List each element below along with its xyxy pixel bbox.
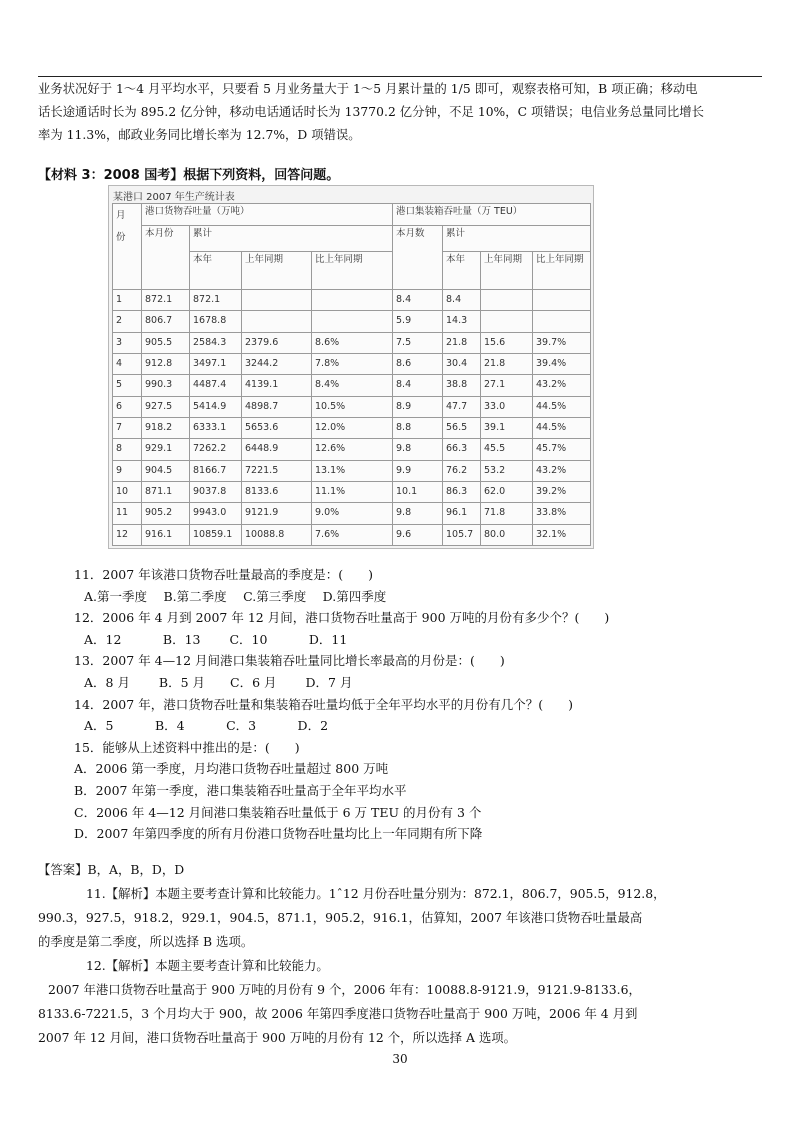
table-cell: 6448.9: [242, 439, 312, 460]
header-this-year-2: 本年: [443, 252, 481, 290]
table-cell: 9943.0: [190, 503, 242, 524]
intro-paragraph: [38, 78, 764, 147]
table-cell: 80.0: [481, 524, 533, 545]
table-cell: 8.4: [393, 375, 443, 396]
table-cell: 904.5: [142, 460, 190, 481]
table-cell: 32.1%: [533, 524, 591, 545]
table-cell: 918.2: [142, 417, 190, 438]
table-cell: [242, 290, 312, 311]
header-this-year: 本年: [190, 252, 242, 290]
table-cell: 3: [113, 332, 142, 353]
table-cell: 10859.1: [190, 524, 242, 545]
table-cell: 9: [113, 460, 142, 481]
table-caption: 某港口 2007 年生产统计表: [113, 192, 235, 203]
table-row: [113, 375, 591, 396]
table-cell: 905.2: [142, 503, 190, 524]
questions: [74, 564, 609, 845]
header-month: 月份: [113, 204, 142, 290]
table-cell: 6: [113, 396, 142, 417]
table-cell: [533, 290, 591, 311]
table-cell: 4: [113, 353, 142, 374]
header-cumulative-2: 累计: [443, 226, 591, 252]
analysis-line: 11.【解析】本题主要考查计算和比较能力。1ˆ12 月份吞吐量分别为：872.1，806.7，905.5，912.8，: [86, 886, 666, 901]
table-cell: 39.7%: [533, 332, 591, 353]
table-cell: 14.3: [443, 311, 481, 332]
table-row: [113, 439, 591, 460]
header-container: 港口集装箱吞吐量（万 TEU）: [393, 204, 591, 226]
table-cell: 9121.9: [242, 503, 312, 524]
intro-line: 业务状况好于 1～4 月平均水平，只要看 5 月业务量大于 1～5 月累计量的 1/5 即可，观察表格可知，B 项正确；移动电: [38, 82, 698, 96]
question-12: 12．2006 年 4 月到 2007 年 12 月间，港口货物吞吐量高于 900 万吨的月份有多少个？( ): [74, 610, 610, 626]
page-number: 30: [392, 1052, 408, 1066]
table-cell: 806.7: [142, 311, 190, 332]
table-cell: 7.8%: [312, 353, 393, 374]
table-cell: 45.5: [481, 439, 533, 460]
table-cell: 76.2: [443, 460, 481, 481]
table-cell: 11: [113, 503, 142, 524]
table-cell: 8.4: [443, 290, 481, 311]
table-cell: 8: [113, 439, 142, 460]
answer-header: 【答案】B，A，B，D，D: [38, 862, 185, 877]
table-cell: 927.5: [142, 396, 190, 417]
table-row: [113, 311, 591, 332]
table-cell: 4898.7: [242, 396, 312, 417]
question-11: 11．2007 年该港口货物吞吐量最高的季度是：( ): [74, 567, 373, 582]
table-cell: 71.8: [481, 503, 533, 524]
table-cell: 62.0: [481, 481, 533, 502]
table-cell: 4139.1: [242, 375, 312, 396]
table-cell: 21.8: [443, 332, 481, 353]
table-cell: 9.6: [393, 524, 443, 545]
question-13-options: A．8 月 B．5 月 C．6 月 D．7 月: [84, 674, 353, 690]
table-cell: 7262.2: [190, 439, 242, 460]
table-cell: 12.6%: [312, 439, 393, 460]
table-row: [113, 353, 591, 374]
table-cell: 3497.1: [190, 353, 242, 374]
analysis-line: 2007 年港口货物吞吐量高于 900 万吨的月份有 9 个，2006 年有：10088.8-9121.9，9121.9-8133.6，: [48, 982, 641, 997]
question-15-option-d: D．2007 年第四季度的所有月份港口货物吞吐量均比上一年同期有所下降: [74, 826, 483, 842]
table-cell: 2: [113, 311, 142, 332]
stats-table-figure: [108, 185, 594, 549]
table-cell: 7: [113, 417, 142, 438]
table-cell: 33.0: [481, 396, 533, 417]
table-cell: 8133.6: [242, 481, 312, 502]
table-cell: 912.8: [142, 353, 190, 374]
material-title: 【材料 3：2008 国考】根据下列资料，回答问题。: [38, 168, 340, 183]
table-cell: 9.0%: [312, 503, 393, 524]
table-cell: 1: [113, 290, 142, 311]
table-cell: 929.1: [142, 439, 190, 460]
table-cell: [481, 311, 533, 332]
question-15-option-b: B．2007 年第一季度，港口集装箱吞吐量高于全年平均水平: [74, 782, 407, 798]
table-cell: 9.8: [393, 503, 443, 524]
table-cell: 916.1: [142, 524, 190, 545]
table-cell: 8.8: [393, 417, 443, 438]
table-cell: 38.8: [443, 375, 481, 396]
header-cumulative: 累计: [190, 226, 393, 252]
header-cargo: 港口货物吞吐量（万吨）: [142, 204, 393, 226]
table-cell: 4487.4: [190, 375, 242, 396]
table-cell: 10.1: [393, 481, 443, 502]
table-cell: 5: [113, 375, 142, 396]
table-cell: 10: [113, 481, 142, 502]
table-cell: 12.0%: [312, 417, 393, 438]
table-cell: 8.4%: [312, 375, 393, 396]
analysis-line: 2007 年 12 月间，港口货物吞吐量高于 900 万吨的月份有 12 个，所以选择 A 选项。: [38, 1030, 517, 1045]
table-cell: 21.8: [481, 353, 533, 374]
analysis-line: 12.【解析】本题主要考查计算和比较能力。: [86, 958, 329, 973]
table-cell: 43.2%: [533, 460, 591, 481]
table-cell: 9.9: [393, 460, 443, 481]
table-cell: 7.6%: [312, 524, 393, 545]
table-cell: 8.9: [393, 396, 443, 417]
table-cell: 8.6: [393, 353, 443, 374]
table-cell: 5.9: [393, 311, 443, 332]
table-cell: 8166.7: [190, 460, 242, 481]
table-cell: 105.7: [443, 524, 481, 545]
question-13: 13．2007 年 4—12 月间港口集装箱吞吐量同比增长率最高的月份是：( ): [74, 653, 505, 669]
table-row: [113, 290, 591, 311]
table-cell: 8.4: [393, 290, 443, 311]
header-last-year-2: 上年同期: [481, 252, 533, 290]
table-cell: 5414.9: [190, 396, 242, 417]
analysis-line: 990.3，927.5，918.2，929.1，904.5，871.1，905.2，916.1，估算知，2007 年该港口货物吞吐量最高: [38, 910, 643, 925]
table-cell: 990.3: [142, 375, 190, 396]
table-row: [113, 332, 591, 353]
table-cell: 39.4%: [533, 353, 591, 374]
table-cell: 33.8%: [533, 503, 591, 524]
table-cell: 56.5: [443, 417, 481, 438]
table-cell: 13.1%: [312, 460, 393, 481]
header-vs-last-2: 比上年同期: [533, 252, 591, 290]
table-cell: [533, 311, 591, 332]
table-cell: 2584.3: [190, 332, 242, 353]
table-cell: 8.6%: [312, 332, 393, 353]
table-cell: 66.3: [443, 439, 481, 460]
table-cell: 872.1: [190, 290, 242, 311]
table-cell: 872.1: [142, 290, 190, 311]
table-cell: 9037.8: [190, 481, 242, 502]
table-cell: 1678.8: [190, 311, 242, 332]
table-cell: 6333.1: [190, 417, 242, 438]
question-15-option-c: C．2006 年 4—12 月间港口集装箱吞吐量低于 6 万 TEU 的月份有 3 个: [74, 804, 482, 820]
table-cell: 11.1%: [312, 481, 393, 502]
table-cell: 7221.5: [242, 460, 312, 481]
table-cell: 5653.6: [242, 417, 312, 438]
question-11-options: A.第一季度 B.第二季度 C.第三季度 D.第四季度: [84, 588, 387, 604]
table-cell: 15.6: [481, 332, 533, 353]
header-this-month-2: 本月数: [393, 226, 443, 290]
table-cell: 10.5%: [312, 396, 393, 417]
table-cell: 53.2: [481, 460, 533, 481]
table-cell: [312, 290, 393, 311]
table-row: [113, 396, 591, 417]
table-cell: [481, 290, 533, 311]
table-cell: [242, 311, 312, 332]
answer-section: [38, 858, 768, 1050]
table-row: [113, 524, 591, 545]
header-last-year: 上年同期: [242, 252, 312, 290]
stats-table: [112, 203, 591, 546]
table-row: [113, 481, 591, 502]
table-cell: 44.5%: [533, 396, 591, 417]
header-this-month: 本月份: [142, 226, 190, 290]
table-cell: 10088.8: [242, 524, 312, 545]
table-cell: 3244.2: [242, 353, 312, 374]
question-14-options: A．5 B．4 C．3 D．2: [84, 718, 329, 734]
table-cell: [312, 311, 393, 332]
table-cell: 905.5: [142, 332, 190, 353]
table-cell: 7.5: [393, 332, 443, 353]
table-cell: 12: [113, 524, 142, 545]
question-15-option-a: A．2006 第一季度，月均港口货物吞吐量超过 800 万吨: [74, 761, 389, 777]
table-cell: 30.4: [443, 353, 481, 374]
question-14: 14．2007 年，港口货物吞吐量和集装箱吞吐量均低于全年平均水平的月份有几个？( ): [74, 696, 573, 712]
table-cell: 39.2%: [533, 481, 591, 502]
table-cell: 45.7%: [533, 439, 591, 460]
intro-line: 率为 11.3%，邮政业务同比增长率为 12.7%，D 项错误。: [38, 128, 361, 142]
analysis-line: 的季度是第二季度，所以选择 B 选项。: [38, 934, 254, 949]
table-cell: 871.1: [142, 481, 190, 502]
table-row: [113, 460, 591, 481]
table-cell: 2379.6: [242, 332, 312, 353]
intro-line: 话长途通话时长为 895.2 亿分钟，移动电话通话时长为 13770.2 亿分钟，不足 10%，C 项错误；电信业务总量同比增长: [38, 105, 704, 119]
header-vs-last: 比上年同期: [312, 252, 393, 290]
table-cell: 44.5%: [533, 417, 591, 438]
table-cell: 27.1: [481, 375, 533, 396]
table-cell: 39.1: [481, 417, 533, 438]
question-12-options: A．12 B．13 C．10 D．11: [84, 631, 348, 647]
analysis-line: 8133.6-7221.5，3 个月均大于 900，故 2006 年第四季度港口货物吞吐量高于 900 万吨，2006 年 4 月到: [38, 1006, 638, 1021]
table-cell: 9.8: [393, 439, 443, 460]
table-row: [113, 503, 591, 524]
table-cell: 96.1: [443, 503, 481, 524]
table-cell: 86.3: [443, 481, 481, 502]
question-15: 15．能够从上述资料中推出的是：( ): [74, 739, 300, 755]
table-cell: 47.7: [443, 396, 481, 417]
table-cell: 43.2%: [533, 375, 591, 396]
table-row: [113, 417, 591, 438]
top-rule: [38, 76, 762, 77]
